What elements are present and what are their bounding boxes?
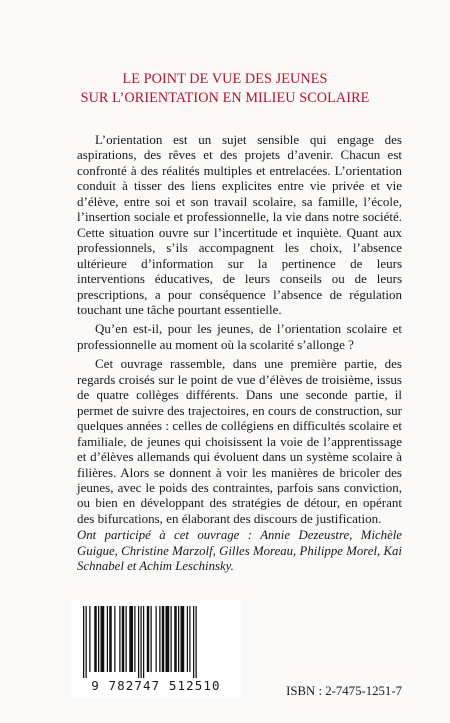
- barcode-bar: [126, 606, 127, 672]
- barcode-bar: [151, 606, 152, 672]
- title-line-1: LE POINT DE VUE DES JEUNES: [122, 71, 328, 87]
- barcode-bar: [156, 606, 157, 672]
- barcode-bar: [193, 606, 194, 678]
- barcode-bar: [89, 606, 90, 672]
- barcode-bar: [101, 606, 105, 672]
- barcode-bar: [189, 606, 190, 672]
- barcode-bar: [119, 606, 120, 672]
- book-title: [0, 70, 450, 108]
- barcode-bar: [196, 606, 197, 678]
- summary-paragraph-3: Cet ouvrage rassemble, dans une première partie, des regards croisés sur le point de vue d’élèves de troisième, issus de quatre collèges différents. Dans une seconde partie, il permet de suivre des trajectoires, en cours de construction, sur quelques années : celles de collégiens en difficultés scolaire et familiale, de jeunes qui choisissent la voie de l’apprentissage et d’élèves allemands qui évoluent dans un système scolaire à filières. Alors se donnent à voir les manières de bricoler des jeunes, avec le poids des contraintes, parfois sans conviction, ou bien en développant des stratégies de détour, en opérant des bifurcations, en élaborant des discours de justification.: [77, 356, 402, 526]
- contributors-note: Ont participé à cet ouvrage : Annie Dezeustre, Michèle Guigue, Christine Marzolf, Gilles Moreau, Philippe Morel, Kai Schnabel et Achim Leschinsky.: [77, 528, 402, 573]
- barcode-bar: [174, 606, 177, 672]
- barcode: [71, 600, 241, 698]
- barcode-bar: [166, 606, 170, 672]
- barcode-bar: [187, 606, 188, 672]
- barcode-bar: [181, 606, 185, 672]
- back-cover-summary: [77, 132, 402, 530]
- barcode-bar: [162, 606, 165, 672]
- barcode-bar: [129, 606, 133, 672]
- barcode-bar: [138, 606, 139, 678]
- barcode-bar: [134, 606, 135, 672]
- barcode-bar: [159, 606, 160, 672]
- title-line-2: SUR L’ORIENTATION EN MILIEU SCOLAIRE: [80, 90, 370, 106]
- barcode-bar: [94, 606, 97, 672]
- barcode-bar: [114, 606, 115, 672]
- barcode-bar: [171, 606, 172, 672]
- barcode-bar: [122, 606, 125, 672]
- barcode-bar: [141, 606, 142, 678]
- barcode-bar: [109, 606, 112, 672]
- barcode-bar: [107, 606, 108, 672]
- barcode-bar: [83, 606, 84, 678]
- barcode-bar: [143, 606, 144, 678]
- barcode-bar: [86, 606, 87, 678]
- barcode-bar: [178, 606, 179, 672]
- barcode-bar: [147, 606, 150, 672]
- barcode-digits: 9 782747 512510: [91, 678, 221, 693]
- barcode-bars: [81, 606, 231, 678]
- isbn-number: ISBN : 2-7475-1251-7: [286, 684, 402, 698]
- summary-paragraph-2: Qu’en est-il, pour les jeunes, de l’orientation scolaire et professionnelle au moment où la scolarité s’allonge ?: [77, 321, 402, 352]
- barcode-bar: [98, 606, 99, 672]
- summary-paragraph-1: L’orientation est un sujet sensible qui engage des aspirations, des rêves et des projets d’avenir. Chacun est confronté à des réalités multiples et entrelacées. L’orientation conduit à tisser des liens explicites entre vie privée et vie d’élève, entre soi et son travail scolaire, sa famille, l’école, l’insertion sociale et professionnelle, la vie dans notre société. Cette situation ouvre sur l’incertitude et inquiète. Quant aux professionnels, s’ils accompagnent les choix, l’absence ultérieure d’information sur la pertinence de leurs interventions éducatives, de leurs conseils ou de leurs prescriptions, a pour conséquence l’absence de régulation touchant une tâche pourtant essentielle.: [77, 132, 402, 317]
